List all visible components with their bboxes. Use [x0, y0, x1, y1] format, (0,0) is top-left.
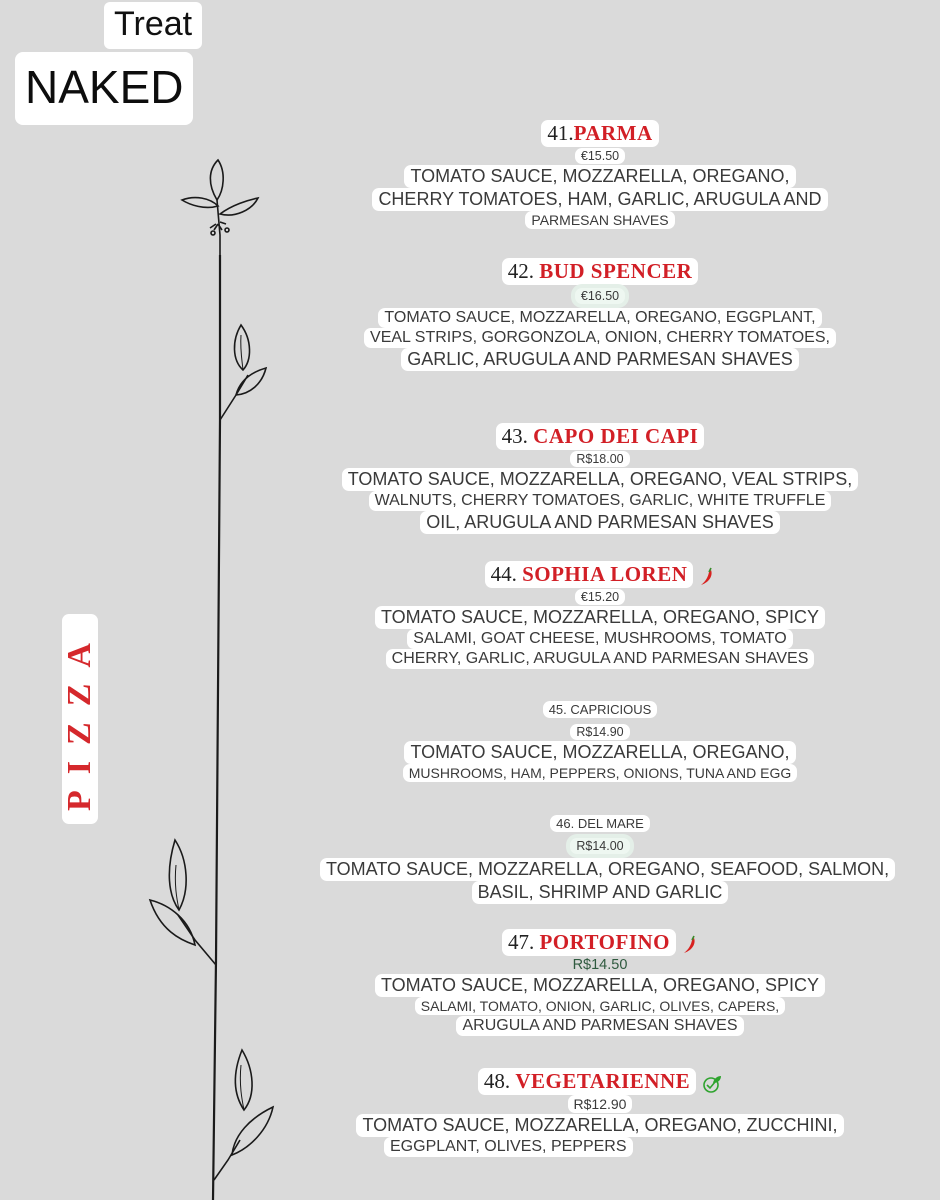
item-description-line: TOMATO SAUCE, MOZZARELLA, OREGANO, SPICY — [375, 606, 825, 629]
item-description-line: TOMATO SAUCE, MOZZARELLA, OREGANO, SEAFOOD, SALMON, — [320, 858, 895, 881]
chili-pepper-icon — [699, 567, 715, 587]
item-description-line: TOMATO SAUCE, MOZZARELLA, OREGANO, EGGPLANT, — [378, 308, 821, 328]
menu-item-45 — [320, 701, 880, 783]
item-description-line: WALNUTS, CHERRY TOMATOES, GARLIC, WHITE TRUFFLE — [369, 491, 832, 511]
item-description-line: CHERRY, GARLIC, ARUGULA AND PARMESAN SHAVES — [386, 649, 815, 669]
item-description-line: SALAMI, GOAT CHEESE, MUSHROOMS, TOMATO — [407, 629, 792, 649]
menu-item-48 — [320, 1068, 880, 1157]
item-name: CAPO DEI CAPI — [533, 424, 699, 448]
item-name: PARMA — [573, 121, 653, 145]
vegetarian-leaf-check-icon — [702, 1074, 722, 1094]
vine-decoration-icon — [0, 0, 300, 1200]
item-title: 41.PARMA — [541, 120, 658, 147]
menu-item-47 — [320, 929, 880, 1036]
item-price: R$12.90 — [568, 1095, 633, 1113]
item-price: R$14.50 — [572, 957, 628, 973]
menu-item-42 — [320, 258, 880, 371]
item-price: R$14.90 — [570, 724, 629, 740]
item-description-line: TOMATO SAUCE, MOZZARELLA, OREGANO, VEAL STRIPS, — [342, 468, 858, 491]
menu-item-43 — [320, 423, 880, 534]
item-price: R$14.00 — [570, 838, 629, 854]
item-description-line: MUSHROOMS, HAM, PEPPERS, ONIONS, TUNA AND EGG — [403, 764, 797, 782]
item-price: €16.50 — [575, 288, 625, 304]
item-title: 48. VEGETARIENNE — [478, 1068, 696, 1095]
item-description-line: TOMATO SAUCE, MOZZARELLA, OREGANO, — [404, 741, 795, 764]
item-description-line: OIL, ARUGULA AND PARMESAN SHAVES — [420, 511, 779, 534]
item-price: €15.20 — [575, 589, 625, 605]
item-description-line: SALAMI, TOMATO, ONION, GARLIC, OLIVES, CAPERS, — [415, 997, 785, 1015]
item-title: 44. SOPHIA LOREN — [485, 561, 694, 588]
brand-treat-label: Treat — [104, 2, 202, 49]
item-name: PORTOFINO — [539, 930, 671, 954]
item-title: 46. DEL MARE — [550, 815, 650, 832]
menu-item-46 — [320, 815, 890, 904]
item-description-line: EGGPLANT, OLIVES, PEPPERS — [384, 1137, 633, 1157]
chili-pepper-icon — [682, 935, 698, 955]
item-title: 45. CAPRICIOUS — [543, 701, 658, 718]
item-name: VEGETARIENNE — [515, 1069, 691, 1093]
item-description-line: PARMESAN SHAVES — [525, 211, 674, 229]
item-description-line: TOMATO SAUCE, MOZZARELLA, OREGANO, SPICY — [375, 974, 825, 997]
item-name: SOPHIA LOREN — [522, 562, 688, 586]
item-title: 47. PORTOFINO — [502, 929, 676, 956]
section-label-text: PIZZA — [61, 627, 98, 811]
item-price: R$18.00 — [570, 451, 629, 467]
brand-naked-label: NAKED — [15, 52, 193, 125]
item-description-line: CHERRY TOMATOES, HAM, GARLIC, ARUGULA AND — [372, 188, 827, 211]
menu-item-41 — [320, 120, 880, 230]
menu-item-44 — [320, 561, 880, 669]
item-price: €15.50 — [575, 148, 625, 164]
item-description-line: TOMATO SAUCE, MOZZARELLA, OREGANO, ZUCCHINI, — [356, 1114, 843, 1137]
item-description-line: VEAL STRIPS, GORGONZOLA, ONION, CHERRY TOMATOES, — [364, 328, 836, 348]
item-title: 42. BUD SPENCER — [502, 258, 699, 285]
item-name: BUD SPENCER — [539, 259, 693, 283]
item-title: 43. CAPO DEI CAPI — [496, 423, 705, 450]
item-description-line: TOMATO SAUCE, MOZZARELLA, OREGANO, — [404, 165, 795, 188]
item-description-line: BASIL, SHRIMP AND GARLIC — [472, 881, 729, 904]
item-description-line: ARUGULA AND PARMESAN SHAVES — [456, 1016, 743, 1036]
item-description-line: GARLIC, ARUGULA AND PARMESAN SHAVES — [401, 348, 798, 371]
